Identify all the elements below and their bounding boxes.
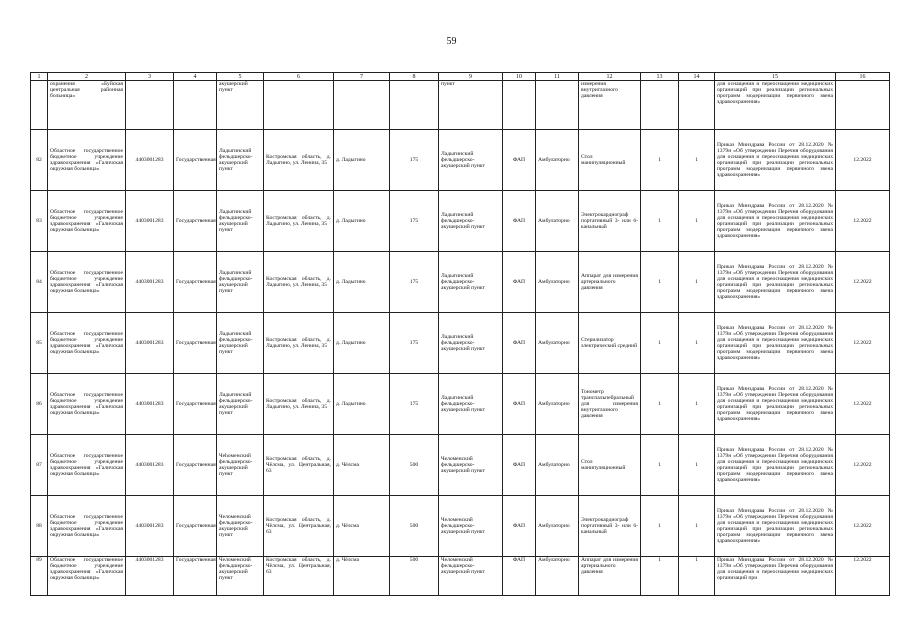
column-number-16: 16 — [836, 73, 890, 81]
cell-care: Амбулаторно — [536, 191, 579, 252]
cell-basis: Приказ Минздрава России от 28.12.2020 № 1379н «Об утверждении Перечня оборудования для оснащения и переоснащения медицинских организаций при реализации региональных программ модернизации первичного звена здравоохранения» — [715, 435, 836, 496]
cell-c14 — [679, 81, 715, 130]
cell-date: 12.2022 — [836, 435, 890, 496]
cell-locality: д. Чёлсма — [334, 496, 390, 557]
cell-c13: 1 — [641, 191, 679, 252]
cell-date: 12.2022 — [836, 557, 890, 596]
cell-unit-type: ФАП — [503, 191, 536, 252]
cell-population: 500 — [390, 557, 439, 596]
cell-locality: д. Ладыгино — [334, 374, 390, 435]
cell-unit-type — [503, 81, 536, 130]
cell-c13 — [641, 81, 679, 130]
column-number-7: 7 — [334, 73, 390, 81]
cell-equipment: Тонометр транспальпебральный для измерения внутриглазного давления — [579, 374, 641, 435]
cell-basis: Приказ Минздрава России от 28.12.2020 № 1379н «Об утверждении Перечня оборудования для оснащения и переоснащения медицинских организаций при реализации региональных программ модернизации первичного звена здравоохранения» — [715, 313, 836, 374]
table-row — [31, 435, 890, 496]
cell-org: Областное государственное бюджетное учреждение здравоохранения «Галичская окружная больница» — [48, 130, 126, 191]
cell-inn: 4403001283 — [126, 496, 174, 557]
cell-ownership: Государственная — [174, 130, 217, 191]
cell-c13: 1 — [641, 435, 679, 496]
cell-unit: Ладыгинский фельдшерско-акушерский пункт — [439, 374, 503, 435]
cell-locality: д. Ладыгино — [334, 191, 390, 252]
cell-care — [536, 81, 579, 130]
column-number-2: 2 — [48, 73, 126, 81]
cell-address: Костромская область, д. Ладыгино, ул. Ленина, 35 — [264, 191, 334, 252]
cell-date: 12.2022 — [836, 191, 890, 252]
cell-no: 85 — [31, 313, 48, 374]
cell-inn: 4403001283 — [126, 374, 174, 435]
cell-basis: Приказ Минздрава России от 28.12.2020 № 1379н «Об утверждении Перечня оборудования для оснащения и переоснащения медицинских организаций при реализации региональных программ модернизации первичного звена здравоохранения» — [715, 191, 836, 252]
cell-care: Амбулаторно — [536, 130, 579, 191]
cell-unit: Ладыгинский фельдшерско-акушерский пункт — [439, 252, 503, 313]
cell-facility-type: Ладыгинский фельдшерско-акушерский пункт — [217, 313, 264, 374]
cell-care: Амбулаторно — [536, 252, 579, 313]
cell-ownership — [174, 81, 217, 130]
cell-facility-type: Челоменский фельдшерско-акушерский пункт — [217, 557, 264, 596]
cell-inn — [126, 81, 174, 130]
cell-population: 500 — [390, 496, 439, 557]
cell-unit-type: ФАП — [503, 374, 536, 435]
cell-locality: д. Чёлсма — [334, 557, 390, 596]
cell-inn: 4403001283 — [126, 557, 174, 596]
table-body — [31, 73, 890, 596]
cell-address: Костромская область, д. Ладыгино, ул. Ленина, 35 — [264, 374, 334, 435]
column-number-11: 11 — [536, 73, 579, 81]
cell-equipment: Электрокардиограф портативный 3- или 6-канальный — [579, 496, 641, 557]
cell-equipment: Электрокардиограф портативный 3- или 6-канальный — [579, 191, 641, 252]
cell-org: Областное государственное бюджетное учреждение здравоохранения «Галичская окружная больница» — [48, 496, 126, 557]
table-row — [31, 191, 890, 252]
column-number-13: 13 — [641, 73, 679, 81]
cell-c14: 1 — [679, 130, 715, 191]
cell-inn: 4403001283 — [126, 252, 174, 313]
cell-no: 84 — [31, 252, 48, 313]
cell-address: Костромская область, д. Ладыгино, ул. Ленина, 35 — [264, 252, 334, 313]
cell-c13: 1 — [641, 313, 679, 374]
cell-address: Костромская область, д. Чёлсма, ул. Центральная, 63 — [264, 435, 334, 496]
cell-locality — [334, 81, 390, 130]
cell-c14: 1 — [679, 313, 715, 374]
cell-basis: Приказ Минздрава России от 28.12.2020 № 1379н «Об утверждении Перечня оборудования для оснащения и переоснащения медицинских организаций при реализации региональных программ модернизации первичного звена здравоохранения» — [715, 496, 836, 557]
cell-ownership: Государственная — [174, 496, 217, 557]
cell-population: 175 — [390, 130, 439, 191]
cell-date: 12.2022 — [836, 374, 890, 435]
page-number: 59 — [446, 36, 457, 47]
cell-care: Амбулаторно — [536, 374, 579, 435]
cell-c13: 1 — [641, 557, 679, 596]
cell-c14: 1 — [679, 374, 715, 435]
cell-facility-type: Ладыгинский фельдшерско-акушерский пункт — [217, 374, 264, 435]
cell-org: Областное государственное бюджетное учреждение здравоохранения «Галичская окружная больница» — [48, 313, 126, 374]
cell-equipment: Стерилизатор электрический средний — [579, 313, 641, 374]
table-row — [31, 313, 890, 374]
column-number-1: 1 — [31, 73, 48, 81]
column-number-14: 14 — [679, 73, 715, 81]
cell-ownership: Государственная — [174, 313, 217, 374]
cell-population: 175 — [390, 252, 439, 313]
cell-ownership: Государственная — [174, 435, 217, 496]
cell-org: Областное государственное бюджетное учреждение здравоохранения «Галичская окружная больница» — [48, 252, 126, 313]
cell-unit-type: ФАП — [503, 435, 536, 496]
equipment-register-table — [30, 72, 890, 596]
cell-date: 12.2022 — [836, 252, 890, 313]
cell-equipment: Стол манипуляционный — [579, 435, 641, 496]
cell-locality: д. Ладыгино — [334, 252, 390, 313]
table-row — [31, 130, 890, 191]
cell-unit: Ладыгинский фельдшерско-акушерский пункт — [439, 130, 503, 191]
cell-equipment: Аппарат для измерения артериального давления — [579, 252, 641, 313]
cell-facility-type: Чеһоменский фельдшерско-акушерский пункт — [217, 435, 264, 496]
cell-no: 89 — [31, 557, 48, 596]
cell-basis: Приказ Минздрава России от 28.12.2020 № 1379н «Об утверждении Перечня оборудования для оснащения и переоснащения медицинских организаций при реализации региональных программ модернизации первичного звена здравоохранения» — [715, 252, 836, 313]
cell-unit: Ладыгинский фельдшерско-акушерский пункт — [439, 313, 503, 374]
cell-inn: 4403001283 — [126, 435, 174, 496]
cell-address: Костромская область, д. Ладыгино, ул. Ленина, 35 — [264, 313, 334, 374]
cell-locality: д. Ладыгино — [334, 313, 390, 374]
cell-facility-type: Ладыгинский фельдшерско-акушерский пункт — [217, 191, 264, 252]
cell-address: Костромская область, д. Чёлсма, ул. Центральная, 63 — [264, 557, 334, 596]
cell-no: 82 — [31, 130, 48, 191]
cell-care: Амбулаторно — [536, 435, 579, 496]
cell-basis: Приказ Минздрава России от 28.12.2020 № 1379н «Об утверждении Перечня оборудования для оснащения и переоснащения медицинских организаций при — [715, 557, 836, 596]
cell-locality: д. Ладыгино — [334, 130, 390, 191]
cell-no — [31, 81, 48, 130]
cell-unit: Челоменский фельдшерско-акушерский пункт — [439, 496, 503, 557]
cell-no: 83 — [31, 191, 48, 252]
cell-unit-type: ФАП — [503, 557, 536, 596]
column-number-8: 8 — [390, 73, 439, 81]
column-number-6: 6 — [264, 73, 334, 81]
cell-org: охранения «Буйская центральная районная больница» — [48, 81, 126, 130]
cell-c14: 1 — [679, 557, 715, 596]
cell-locality: д. Чёлсма — [334, 435, 390, 496]
column-number-15: 15 — [715, 73, 836, 81]
cell-c14: 1 — [679, 191, 715, 252]
cell-unit-type: ФАП — [503, 496, 536, 557]
cell-basis: Приказ Минздрава России от 28.12.2020 № 1379н «Об утверждении Перечня оборудования для оснащения и переоснащения медицинских организаций при реализации региональных программ модернизации первичного звена здравоохранения» — [715, 374, 836, 435]
cell-address: Костромская область, д. Ладыгино, ул. Ленина, 35 — [264, 130, 334, 191]
table-row — [31, 496, 890, 557]
cell-c14: 1 — [679, 496, 715, 557]
cell-unit: Ладыгинский фельдшерско-акушерский пункт — [439, 191, 503, 252]
cell-date: 12.2022 — [836, 130, 890, 191]
cell-c13: 1 — [641, 374, 679, 435]
table-row — [31, 252, 890, 313]
cell-org: Областное государственное бюджетное учреждение здравоохранения «Галичская окружная больница» — [48, 557, 126, 596]
table-row — [31, 374, 890, 435]
cell-c13: 1 — [641, 130, 679, 191]
column-number-12: 12 — [579, 73, 641, 81]
cell-unit: пункт — [439, 81, 503, 130]
cell-no: 88 — [31, 496, 48, 557]
cell-inn: 4403001283 — [126, 191, 174, 252]
cell-date: 12.2022 — [836, 496, 890, 557]
cell-org: Областное государственное бюджетное учреждение здравоохранения «Галичская окружная больница» — [48, 435, 126, 496]
cell-unit: Челоменский фельдшерско-акушерский пункт — [439, 435, 503, 496]
table-row — [31, 557, 890, 596]
column-number-9: 9 — [439, 73, 503, 81]
cell-unit: Челоменский фельдшерско-акушерский пункт — [439, 557, 503, 596]
cell-care: Амбулаторно — [536, 496, 579, 557]
cell-equipment: Стол манипуляционный — [579, 130, 641, 191]
column-number-4: 4 — [174, 73, 217, 81]
cell-facility-type: Челоменский фельдшерско-акушерский пункт — [217, 496, 264, 557]
column-number-5: 5 — [217, 73, 264, 81]
column-number-10: 10 — [503, 73, 536, 81]
cell-ownership: Государственная — [174, 252, 217, 313]
cell-unit-type: ФАП — [503, 313, 536, 374]
cell-unit-type: ФАП — [503, 252, 536, 313]
continuation-row — [31, 81, 890, 130]
cell-ownership: Государственная — [174, 374, 217, 435]
cell-equipment: измерения внутриглазного давления — [579, 81, 641, 130]
cell-date: 12.2022 — [836, 313, 890, 374]
cell-c14: 1 — [679, 252, 715, 313]
cell-unit-type: ФАП — [503, 130, 536, 191]
cell-c13: 1 — [641, 496, 679, 557]
cell-org: Областное государственное бюджетное учреждение здравоохранения «Галичская окружная больница» — [48, 374, 126, 435]
cell-care: Амбулаторно — [536, 557, 579, 596]
cell-facility-type: Ладыгинский фельдшерско-акушерский пункт — [217, 252, 264, 313]
cell-no: 86 — [31, 374, 48, 435]
column-number-row — [31, 73, 890, 81]
cell-ownership: Государственная — [174, 557, 217, 596]
cell-basis: Приказ Минздрава России от 28.12.2020 № 1379н «Об утверждении Перечня оборудования для оснащения и переоснащения медицинских организаций при реализации региональных программ модернизации первичного звена здравоохранения» — [715, 130, 836, 191]
cell-date — [836, 81, 890, 130]
cell-address: Костромская область, д. Чёлсма, ул. Центральная, 63 — [264, 496, 334, 557]
cell-ownership: Государственная — [174, 191, 217, 252]
cell-facility-type: Ладыгинский фельдшерско-акушерский пункт — [217, 130, 264, 191]
cell-c13: 1 — [641, 252, 679, 313]
column-number-3: 3 — [126, 73, 174, 81]
cell-c14: 1 — [679, 435, 715, 496]
cell-population: 175 — [390, 374, 439, 435]
cell-population: 175 — [390, 191, 439, 252]
cell-care: Амбулаторно — [536, 313, 579, 374]
cell-population: 500 — [390, 435, 439, 496]
cell-population: 175 — [390, 313, 439, 374]
cell-inn: 4403001283 — [126, 313, 174, 374]
cell-basis: для оснащения и переоснащения медицинских организаций при реализации региональных программ модернизации первичного звена здравоохранения» — [715, 81, 836, 130]
cell-population — [390, 81, 439, 130]
cell-facility-type: акушерский пункт — [217, 81, 264, 130]
cell-address — [264, 81, 334, 130]
cell-equipment: Аппарат для измерения артериального давления — [579, 557, 641, 596]
cell-no: 87 — [31, 435, 48, 496]
cell-inn: 4403001283 — [126, 130, 174, 191]
cell-org: Областное государственное бюджетное учреждение здравоохранения «Галичская окружная больница» — [48, 191, 126, 252]
